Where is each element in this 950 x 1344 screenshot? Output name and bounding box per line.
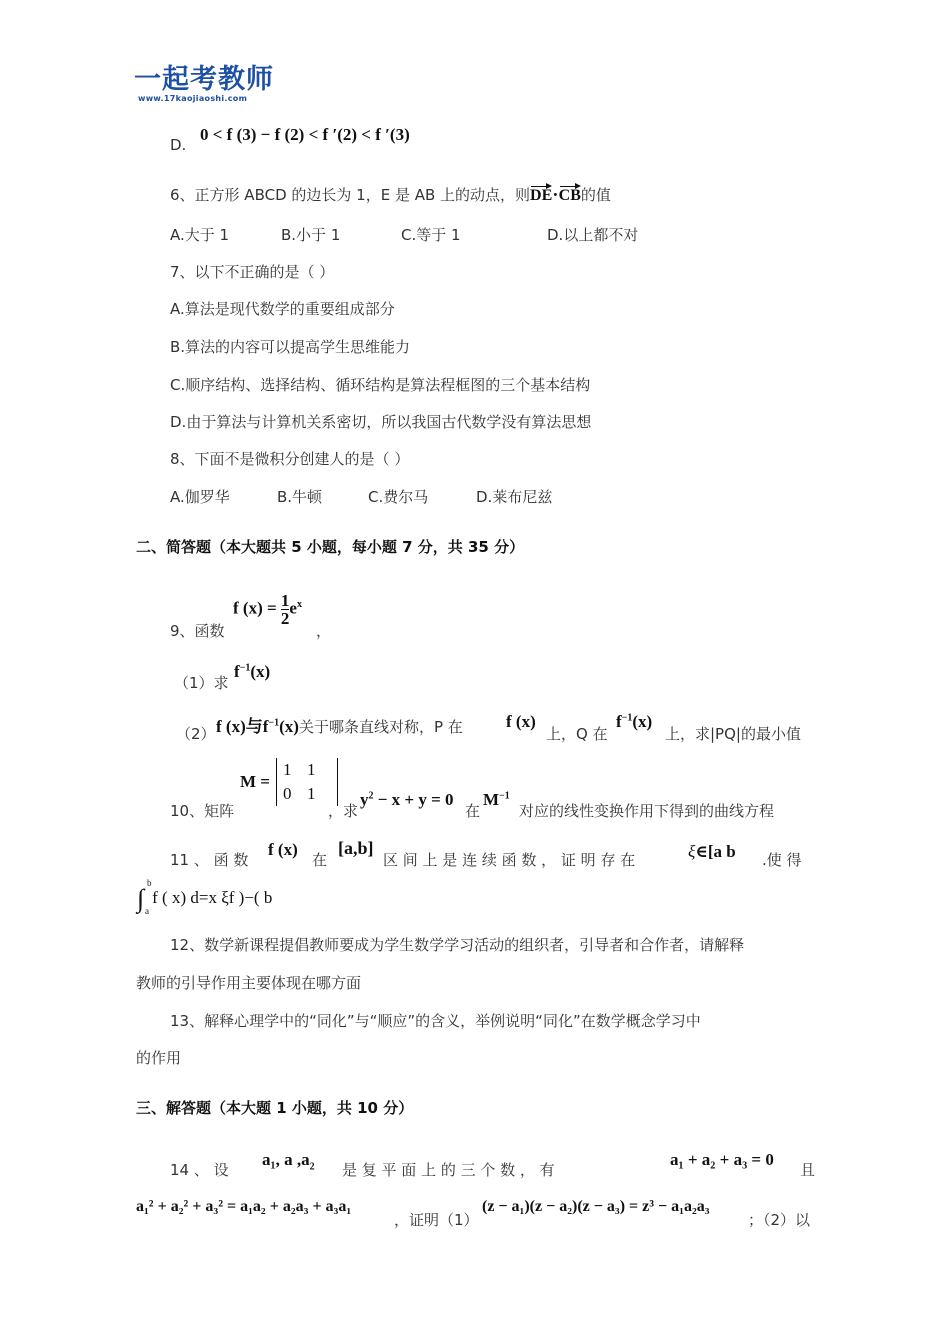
q14-line2-eq: a₁² + a₂² + a₃² = a₁a₂ + a₂a₃ + a₃a₁: [136, 1198, 352, 1215]
q14-vars: a₁, a $,a_2$: [262, 1150, 315, 1173]
q7-option-c: C.顺序结构、选择结构、循环结构是算法程框图的三个基本结构: [170, 376, 591, 394]
q7-stem: 7、以下不正确的是（ ）: [170, 263, 335, 281]
q9-part2-yu: 与: [245, 717, 263, 736]
section-2-heading: 二、简答题（本大题共 5 小题，每小题 7 分，共 35 分）: [136, 538, 525, 556]
q14-qie: 且: [800, 1161, 816, 1179]
q14-label: 14 、 设: [170, 1161, 229, 1179]
q9-exp: x: [296, 598, 302, 610]
q13-line2: 的作用: [136, 1049, 182, 1067]
q10-minv: $M^{-1}$: [483, 790, 510, 809]
q10-text1: ，求: [328, 802, 359, 820]
q9-part2-line: [216, 712, 463, 737]
q6-text-before: 6、正方形 ABCD 的边长为 1，E 是 AB 上的动点，则: [170, 186, 531, 204]
q9-part2-f2: f (x): [506, 712, 536, 731]
q13-line1: 13、解释心理学中的“同化”与“顺应”的含义，举例说明“同化”在数学概念学习中: [170, 1012, 701, 1030]
q9-part1-tail: (x): [250, 662, 271, 681]
q10-matrix-cell: 1: [307, 760, 316, 779]
q9-part1-sup: −1: [239, 662, 251, 674]
q9-frac-num: 1: [280, 591, 290, 610]
q10-equation: $y^2 - x + y = 0$: [360, 790, 454, 809]
q6-option-a: A.大于 1: [170, 226, 230, 244]
q6-option-d: D.以上都不对: [547, 226, 639, 244]
q7-option-a: A.算法是现代数学的重要组成部分: [170, 300, 395, 318]
site-logo: [134, 66, 274, 103]
q11-fx: f (x): [268, 840, 298, 859]
q10-text3: 对应的线性变换作用下得到的曲线方程: [519, 802, 775, 820]
q8-stem: 8、下面不是微积分创建人的是（ ）: [170, 450, 410, 468]
q12-line1: 12、数学新课程提倡教师要成为学生数学学习活动的组织者，引导者和合作者，请解释: [170, 936, 745, 954]
integrand: f ( x) d=x ξf )−( b: [152, 888, 273, 907]
q9-formula: [233, 592, 302, 627]
q9-part2-finv: $f^{-1}(x)$: [262, 717, 299, 736]
q9-frac-den: 2: [280, 609, 290, 628]
q11-interval: [a,b]: [338, 838, 374, 858]
q6-vector-de: DE: [530, 187, 553, 204]
q9-part2-label: （2）: [176, 725, 216, 743]
q11-label: 11 、 函 数: [170, 851, 249, 869]
q9-part2-text1: 关于哪条直线对称，P 在: [298, 718, 463, 736]
integral-lower: a: [145, 906, 149, 916]
q6-stem: [170, 184, 611, 205]
q9-comma: ，: [316, 622, 332, 640]
q8-option-a: A.伽罗华: [170, 488, 230, 506]
q11-xi: ξ∈[a b: [688, 842, 736, 861]
q9-part1-f: f: [234, 662, 240, 681]
q9-part2-text2: 上，Q 在: [546, 725, 608, 743]
q6-dot: ⋅: [552, 187, 559, 204]
q7-option-d: D.由于算法与计算机关系密切，所以我国古代数学没有算法思想: [170, 413, 592, 431]
q10-matrix: [276, 758, 338, 806]
q14-prod-eq: (z − a₁)(z − a₂)(z − a₃) = z³ − a₁a₂a₃: [482, 1198, 710, 1215]
q11-text2: .使 得: [762, 851, 802, 869]
q11-integral: [137, 878, 273, 916]
q14-text1: 是 复 平 面 上 的 三 个 数 ， 有: [342, 1161, 555, 1179]
q8-option-c: C.费尔马: [368, 488, 429, 506]
q10-matrix-cell: 0: [283, 784, 292, 803]
q10-matrix-cell: 1: [307, 784, 316, 803]
integral-sign: ∫: [137, 884, 145, 913]
q9-label: 9、函数: [170, 622, 225, 640]
q5-option-d-formula: 0 < f (3) − f (2) < f ′(2) < f ′(3): [200, 125, 410, 144]
q9-part2-text3: 上，求|PQ|的最小值: [665, 725, 801, 743]
integral-upper: b: [147, 878, 152, 888]
q10-label: 10、矩阵: [170, 802, 235, 820]
q10-matrix-cell: 1: [283, 760, 292, 779]
q6-option-b: B.小于 1: [281, 226, 341, 244]
q14-sum-eq: a₁ + a₂ + a₃ = 0: [670, 1150, 774, 1169]
q9-e: e: [289, 598, 297, 618]
q12-line2: 教师的引导作用主要体现在哪方面: [136, 974, 362, 992]
logo-title: 一起考教师: [134, 64, 274, 95]
q11-text1: 区 间 上 是 连 续 函 数 ， 证 明 存 在: [383, 851, 636, 869]
q10-text2: 在: [465, 802, 481, 820]
q5-option-d-label: D.: [170, 136, 187, 154]
q7-option-b: B.算法的内容可以提高学生思维能力: [170, 338, 411, 356]
q6-text-after: 的值: [580, 186, 611, 204]
q6-option-c: C.等于 1: [401, 226, 461, 244]
q6-vector-cb: CB: [558, 187, 581, 204]
q14-text3: ；（2）以: [748, 1211, 811, 1229]
q11-zai: 在: [312, 851, 328, 869]
q9-part1-formula: [234, 662, 270, 682]
q14-text2: ，证明（1）: [394, 1211, 479, 1229]
q8-option-d: D.莱布尼兹: [476, 488, 553, 506]
q9-part1-label: （1）求: [174, 674, 229, 692]
section-3-heading: 三、解答题（本大题 1 小题，共 10 分）: [136, 1099, 414, 1117]
q9-f-lhs: f (x) =: [233, 598, 277, 618]
q10-m-eq: M =: [240, 772, 270, 791]
q9-part2-finv2: $f^{-1}(x)$: [616, 712, 653, 731]
logo-url: www.17kaojiaoshi.com: [138, 94, 248, 103]
q8-option-b: B.牛顿: [277, 488, 323, 506]
q9-part2-f: f (x): [216, 717, 246, 736]
